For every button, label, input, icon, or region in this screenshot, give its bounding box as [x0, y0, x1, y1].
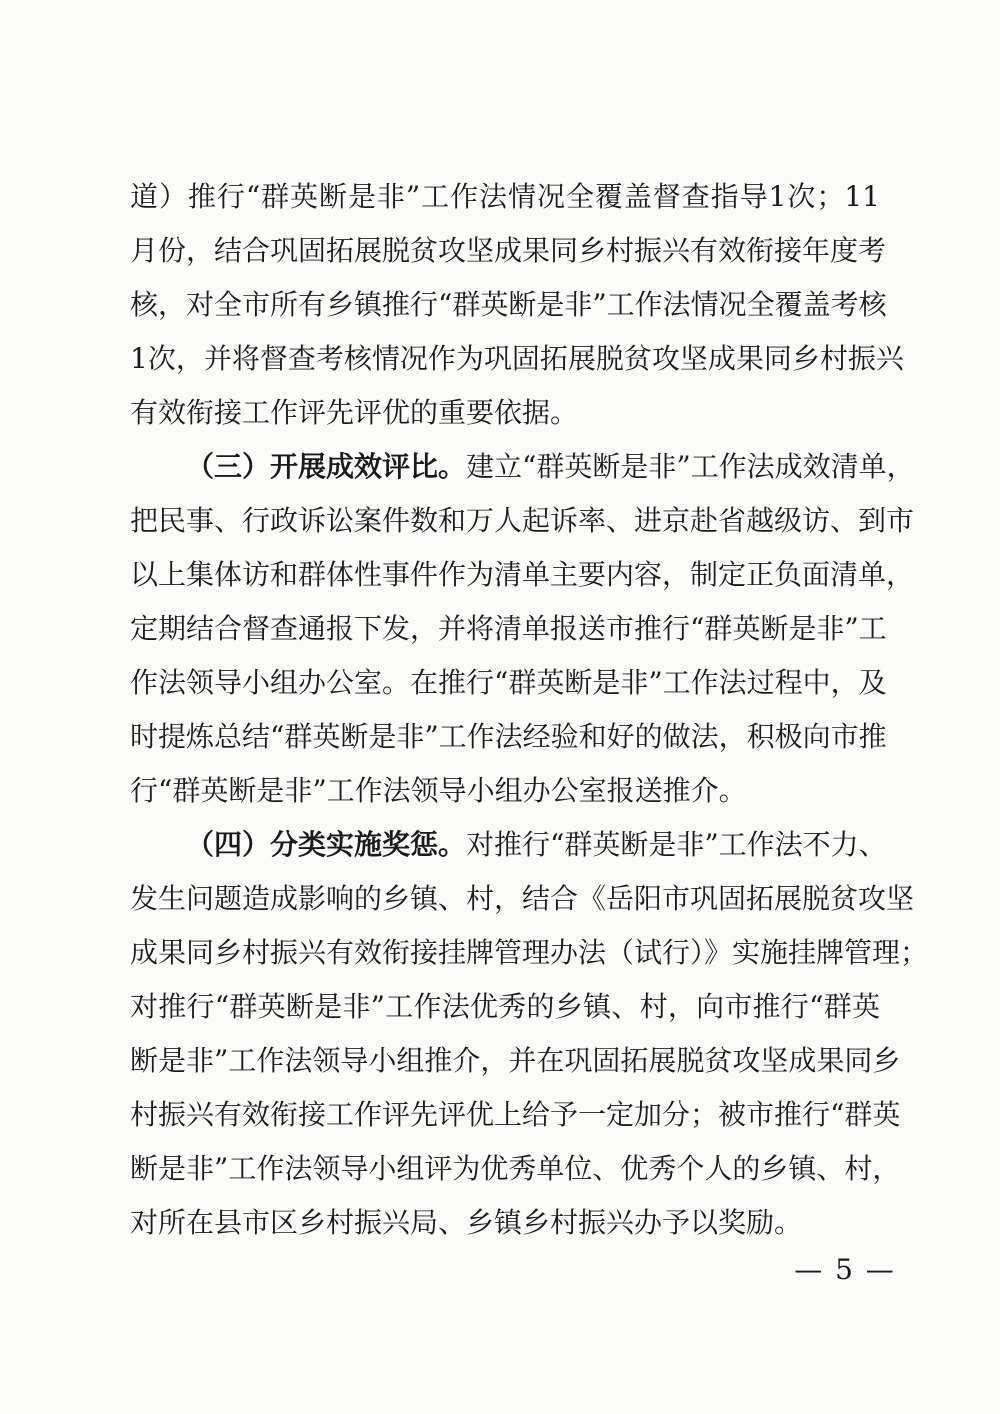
section-heading-line	[130, 440, 915, 494]
body-line: 定期结合督查通报下发，并将清单报送市推行“群英断是非”工	[130, 612, 887, 645]
body-line: 村振兴有效衔接工作评先评优上给予一定加分；被市推行“群英	[130, 1098, 901, 1131]
body-line: 行“群英断是非”工作法领导小组办公室报送推介。	[130, 774, 747, 807]
body-line: 断是非”工作法领导小组评为优秀单位、优秀个人的乡镇、村，	[130, 1152, 901, 1185]
body-text: 建立“群英断是非”工作法成效清单，	[466, 450, 915, 483]
body-line: 以上集体访和群体性事件作为清单主要内容，制定正负面清单，	[130, 558, 915, 591]
document-body	[130, 170, 929, 1250]
body-line: 把民事、行政诉讼案件数和万人起诉率、进京赴省越级访、到市	[130, 504, 915, 537]
body-line: 对推行“群英断是非”工作法优秀的乡镇、村，向市推行“群英	[130, 990, 880, 1023]
body-line: 对所在县市区乡村振兴局、乡镇乡村振兴办予以奖励。	[130, 1206, 803, 1239]
body-line: 时提炼总结“群英断是非”工作法经验和好的做法，积极向市推	[130, 720, 887, 753]
body-line: 核，对全市所有乡镇推行“群英断是非”工作法情况全覆盖考核	[130, 288, 887, 321]
body-line: 发生问题造成影响的乡镇、村，结合《岳阳市巩固拓展脱贫攻坚	[130, 882, 915, 915]
page-number: — 5 —	[794, 1253, 896, 1286]
section-heading: （四）分类实施奖惩。	[186, 828, 467, 861]
body-line: 作法领导小组办公室。在推行“群英断是非”工作法过程中，及	[130, 666, 887, 699]
body-line: 月份，结合巩固拓展脱贫攻坚成果同乡村振兴有效衔接年度考	[130, 234, 887, 267]
section-heading-line	[130, 818, 887, 872]
section-heading: （三）开展成效评比。	[186, 450, 467, 483]
body-line: 道）推行“群英断是非”工作法情况全覆盖督查指导1次；11	[130, 180, 880, 213]
body-line: 有效衔接工作评先评优的重要依据。	[130, 396, 579, 429]
body-line: 成果同乡村振兴有效衔接挂牌管理办法（试行）》实施挂牌管理；	[130, 936, 929, 969]
body-line: 断是非”工作法领导小组推介，并在巩固拓展脱贫攻坚成果同乡	[130, 1044, 901, 1077]
body-text: 对推行“群英断是非”工作法不力、	[466, 828, 887, 861]
body-line: 1次，并将督查考核情况作为巩固拓展脱贫攻坚成果同乡村振兴	[130, 342, 904, 375]
